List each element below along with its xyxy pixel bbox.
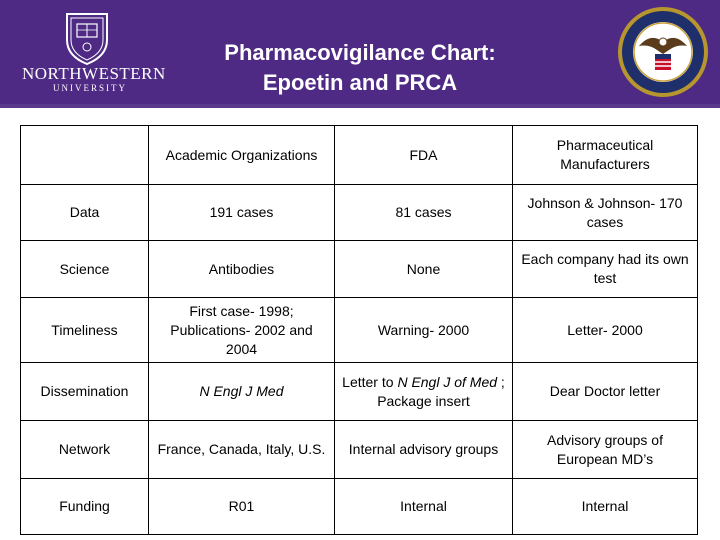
page-title (195, 38, 525, 98)
row-label-dissemination: Dissemination (21, 363, 149, 421)
northwestern-seal-icon (62, 10, 112, 66)
column-header-fda: FDA (335, 126, 513, 185)
table-row (21, 185, 698, 241)
cell-network-academic: France, Canada, Italy, U.S. (149, 421, 335, 479)
table-row (21, 479, 698, 535)
cell-science-academic: Antibodies (149, 241, 335, 298)
fda-letter-suffix: ; Package insert (377, 373, 505, 409)
row-label-funding: Funding (21, 479, 149, 535)
table-header-row (21, 126, 698, 185)
row-label-timeliness: Timeliness (21, 298, 149, 363)
table-row (21, 298, 698, 363)
row-label-network: Network (21, 421, 149, 479)
cell-network-fda: Internal advisory groups (335, 421, 513, 479)
cell-timeliness-academic: First case- 1998; Publications- 2002 and 2004 (149, 298, 335, 363)
cell-data-pharma: Johnson & Johnson- 170 cases (513, 185, 698, 241)
fda-letter-prefix: Letter to (342, 373, 398, 390)
corner-cell (21, 126, 149, 185)
cell-dissemination-fda (335, 363, 513, 421)
northwestern-logo-name: NORTHWESTERN (22, 64, 166, 83)
cell-data-fda: 81 cases (335, 185, 513, 241)
cell-funding-academic: R01 (149, 479, 335, 535)
fda-journal-name: N Engl J of Med (397, 373, 498, 390)
cell-data-academic: 191 cases (149, 185, 335, 241)
header-banner (0, 0, 720, 104)
column-header-academic: Academic Organizations (149, 126, 335, 185)
cell-timeliness-pharma: Letter- 2000 (513, 298, 698, 363)
cell-dissemination-pharma: Dear Doctor letter (513, 363, 698, 421)
row-label-science: Science (21, 241, 149, 298)
table-row (21, 421, 698, 479)
northwestern-logo-sub: UNIVERSITY (53, 83, 127, 93)
comparison-table (20, 125, 698, 535)
title-line-2: Epoetin and PRCA (262, 70, 458, 95)
cell-funding-fda: Internal (335, 479, 513, 535)
cell-dissemination-academic (149, 363, 335, 421)
title-line-1: Pharmacovigilance Chart: (224, 40, 496, 65)
va-seal-icon (617, 6, 709, 98)
cell-network-pharma: Advisory groups of European MD’s (513, 421, 698, 479)
cell-timeliness-fda: Warning- 2000 (335, 298, 513, 363)
column-header-pharma: Pharmaceutical Manufacturers (513, 126, 698, 185)
header-divider (0, 104, 720, 108)
cell-funding-pharma: Internal (513, 479, 698, 535)
table-row (21, 241, 698, 298)
table-row (21, 363, 698, 421)
cell-science-pharma: Each company had its own test (513, 241, 698, 298)
cell-science-fda: None (335, 241, 513, 298)
row-label-data: Data (21, 185, 149, 241)
journal-name: N Engl J Med (199, 383, 284, 399)
